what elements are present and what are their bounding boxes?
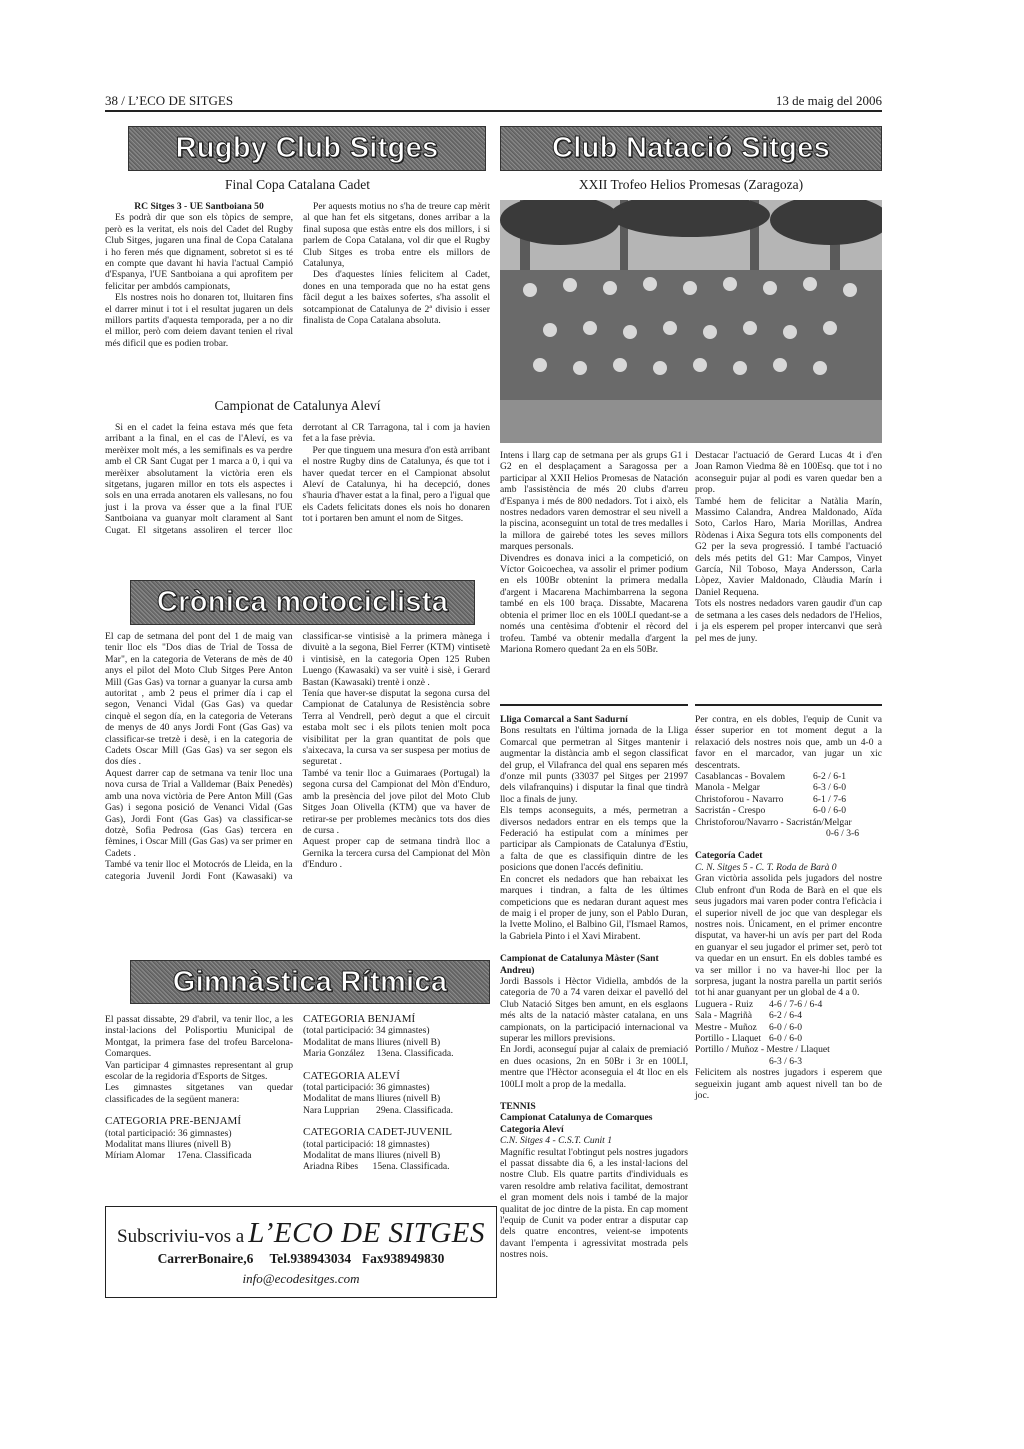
natacio-col-3: Lliga Comarcal a Sant Sadurní Bons resultats en l'última jornada de la Lliga Comarcal que permetran al Sitges mantenir i augmentar la distància amb el segon classificat del grup, el Vilafranca del qual ens separen més d'onze mil punts (33037 pel Sitges per 21997 dels vilafranquins) i disputar la final que tindrà lloc a finals de juny. Els temps aconseguits, a més, permetran a diversos nedadors entrar en els temps que la Federació ha estipulat com a mínimes per participar als Campionats de Catalunya d'Estiu, a falta de que es classifiquin dintre de les posicions que donen l'accés definitiu. En concret els nedadors que han rebaixat les marques i tindran, a falta de les últimes competicions que es nedaran durant aquest mes de maig i el proper de juny, son el Pablo Duran, la Ivette Molino, el Balbino Gil, l'Ismael Ramos, la Gabriela Pinto i el Xavi Mirabent. Campionat de Catalunya Màster (Sant Andreu) Jordi Bassols i Hèctor Vidiella, ambdós de la categoria de 70 a 74 varen deixar el pavelló del Club Natació Sitges ben amunt, en els esglaons més alts de la natació màster catalana, en uns campionats, on la participació internacional va superar les millors previsions. En Jordi, aconseguí pujar al calaix de premiació en dues ocasions, 2n en 50Br i 3r en 100LI, mentre que l'Hèctor aconseguia el 4t lloc en els 100LI molt a prop de la medalla. TENNIS Campionat Catalunya de Comarques Categoria Aleví C.N. Sitges 4 - C.S.T. Cunit 1 Magnífic resultat l'obtingut pels nostres jugadors el passat dissabte dia 6, a les instal·lacions del nostre Club. Els quatre partits d'individuals es varen resoldre amb relativa facilitat, demostrant el gran moment dels nois i també de la major qualitat de joc dintre de la pista. En cap moment l'equip de Cunit va poder entrar a disputar cap dels quatre encontres, veient-se impotents davant l'empenta i agressivitat mostrada pels nostres nois. — [500, 714, 688, 1261]
gym-col-2 — [303, 1014, 493, 1173]
moto-text: El cap de setmana del pont del 1 de maig van tenir lloc els "Dos dias de Trial de Tossa de Mar", en la categoria de Veterans de mès de 40 anys el pilot del Moto Club Sitges Pere Anton Mill (Gas Gas) va tornar a guanyar la cursa amb autoritat , amb 2 peus el primer día i cap el segon, Venanci Vidal (Gas Gas) va quedar cinquè el segon día, en la categoria de Veterans de menys de 40 anys Jordi Font (Gas Gas) va classificar-se tretzè i desè, i en la categoria de Cadets Oscar Mill (Gas Gas) va ser segon els dos díes . Aquest darrer cap de setmana va tenir lloc una nova cursa de Trial a Valldemar (Baix Penedès) amb una nova victòria de Pere Anton Mill (Gas Gas) i segona posició de Venanci Vidal (Gas Gas), Jordi Font (Gas Gas) va classificar-se dotzè, Sofia Pedrosa (Gas Gas) tercera en fèmines, i Oscar Mill (Gas Gas) va ser primer en Cadets . També va tenir lloc el Motocrós de Lleida, en la categoria Juvenil Jordi Font (Kawasaki) va classificar-se vintisisè a la primera mànega i divuitè a la segona, Biel Ferrer (KTM) vintisetè i vintisisè, en la categoria Open 125 Ruben Luengo (Kawasaki) va ser vuitè i sisè, i Gerard Bastan (Kawasaki) trentè i onzè . Tenía que haver-se disputat la segona cursa del Campionat de Catalunya de Resistència sobre Terra al Vendrell, però degut a que el circuit estaba molt sec i els pilots tenien molt poca visibilitat per la gran quantitat de pols que s'aixecava, la cursa va ser suspesa per motius de seguretat . També va tenir lloc a Guimaraes (Portugal) la segona cursa del Campionat del Mòn d'Enduro, amb la presència del jove pilot del Moto Club Sitges Joan Olivella (KTM) que va haver de retirar-se per problemes mecànics tots dos dies de cursa . Aquest proper cap de setmana tindrà lloc a Gernika la tercera cursa del Campionat del Mòn d'Enduro . — [105, 631, 490, 882]
natacio-col-4: Per contra, en els dobles, l'equip de Cunit va ésser superior en tot moment degut a la relaxació dels nostres nois que, amb un 4-0 a favor en el marcador, van jugar un xic descentrats. Casablancas - Bovalem 6-2 / 6-1 Manola - Melgar 6-3 / 6-0 Christoforou - Navarro 6-1 / 7-6 Sacristán - Crespo 6-0 / 6-0 Christoforou/Navarro - Sacristán/Melgar 0-6 / 3-6 Categoría Cadet C. N. Sitges 5 - C. T. Roda de Barà 0 Gran victòria assolida pels jugadors del nostre Club enfront d'un Roda de Barà en el que els seus jugadors mai varen poder contra l'eficàcia i el superior nivell de joc que van desplegar els nostres nois. Únicament, en el primer encontre disputat, va haver-hi un avís per part del Roda en guanyar el seu jugador el primer set, però tot va quedar en un ensurt. En els dobles també es va ser millor i no va haver-hi lloc per la sorpresa, jugant la nostra parella un partit seriós tot hi anar guanyant per un global de 4 a 0. Luguera - Ruiz 4-6 / 7-6 / 6-4 Sala - Magriñà 6-2 / 6-4 Mestre - Muñoz 6-0 / 6-0 Portillo - Llaquet 6-0 / 6-0 Portillo / Muñoz - Mestre / Llaquet 6-3 / 6-3 Felicitem als nostres jugadors i esperem que segueixin jugant amb aquest nivell tan bo de joc. — [695, 714, 882, 1101]
team-photo — [500, 200, 882, 443]
subscription-ad — [105, 1206, 497, 1298]
natacio-col-2: Destacar l'actuació de Gerard Lucas 4t i d'en Joan Ramon Viedma 8è en 100Esq. que tot i no aconseguir pujar al podi es varen quedar ben a prop. També hem de felicitar a Natàlia Marín, Massimo Calandra, Andrea Maldonado, Aïda Soto, Carlos Haro, Maria Morillas, Andrea Ròdenas i Aixa Segura tots ells components del G2 per la seva progressió. I també l'actuació dels més petits del G1: Mar Campos, Vinyet García, Nil Toboso, Maya Andersson, Carla Lòpez, Xavier Maldonado, Clàudia Marín i Daniel Requena. Tots els nostres nedadors varen gaudir d'un cap de setmana a les cases dels nedadors de l'Helios, i ja els esperem pel proper intercanvi que serà pel mes de juny. — [695, 450, 882, 644]
page-folio: 38 / L’ECO DE SITGES — [105, 93, 234, 108]
rugby-col-1: RC Sitges 3 - UE Santboiana 50 Es podrà dir que son els tòpics de sempre, però es la veritat, els nois del Cadet del Rugby Club Sitges, jugaren una final de Copa Catalana i ho feren més que dignament, sobretot si es té en compte que davant hi havia l'actual Campió d'Espanya, l'UE Santboiana a qui aprofitem per felicitar per ambdós campionats, Els nostres nois ho donaren tot, lluitaren fins el darrer minut i tot i el resultat jugaren un dels millors partits d'aquesta temporada, per a no dir el millor, però com deiem davant tenien el rival més dificil que es podien trobar. — [105, 201, 293, 349]
divider — [500, 704, 688, 706]
gym-category: CATEGORIA CADET-JUVENIL (total participació: 18 gimnastes) Modalitat de mans lliures (nivell B) Ariadna Ribes 15ena. Classificada. — [303, 1126, 453, 1173]
natacio-banner: Club Natació Sitges — [500, 126, 882, 171]
results-table-alevi: Casablancas - Bovalem 6-2 / 6-1 Manola - Melgar 6-3 / 6-0 Christoforou - Navarro 6-1 / 7-6 Sacristán - Crespo 6-0 / 6-0 Christoforou/Navarro - Sacristán/Melgar 0-6 / 3-6 — [695, 771, 860, 840]
fax: Fax938949830 — [361, 1251, 445, 1266]
rugby-banner: Rugby Club Sitges — [128, 126, 486, 171]
gym-category: CATEGORIA BENJAMÍ (total participació: 34 gimnastes) Modalitat de mans lliures (nivell B) Maria González 13ena. Classificada. — [303, 1013, 454, 1060]
rugby-col-2: Per aquests motius no s'ha de treure cap mèrit al que han fet els sitgetans, dones arribar a la final suposa que estàs entre els dos millors, i si parlem de Copa Catalana, vol dir que el Rugby Club Sitges es troba entre els millors de Catalunya, Des d'aquestes línies felicitem al Cadet, dones en una temporada que no ha estat gens fàcil degut a les baixes sofertes, s'ha assolit el sotcampionat de Catalunya de 2ª divisio i esser finalista de Copa Catalana absoluta. — [303, 201, 490, 327]
address: CarrerBonaire,6 — [157, 1251, 254, 1266]
issue-date: 13 de maig del 2006 — [775, 93, 882, 108]
rugby-alevi-text: Si en el cadet la feina estava més que feta arribant a la final, en el cas de l'Aleví, es va merèixer molt més, a les semifinals es va perdre amb el CR Sant Cugat per 1 marca a 0, i qui va merèixer absolutament la victòria eren els sitgetans, jugaren millor en tots els aspectes i sols en una errada anotaren els vallesans, no fou just i la prova va ésser que a la final l'UE Santboiana va guanyar molt clarament al Sant Cugat. El sitgetans assoliren el tercer lloc derrotant al CR Tarragona, tal i com ja havien fet a la fase prèvia. Per que tinguem una mesura d'on està arribant el nostre Rugby dins de Catalunya, és que tot i haver quedat tercer en el Campionat absolut Aleví de Catalunya, hi ha decepció, dones s'hauria d'haver estat a la final, pero a l'igual que els Cadets felicitats dones els nois ho donaren tot i portaren ben amunt el nom de Sitges. — [105, 422, 490, 536]
gym-col-1: El passat dissabte, 29 d'abril, va tenir lloc, a les instal·lacions del Polisportiu Municipal de Montgat, la primera fase del trofeu Barcelona- Comarques. Van participar 4 gimnastes representant al grup escolar de la regidoria d'Esports de Sitges. Les gimnastes sitgetanes van quedar classificades de la següent manera: CATEGORIA PRE-BENJAMÍ (total participació: 36 gimnastes) Modalitat mans lliures (nivell B) Míriam Alomar 17ena. Classificada — [105, 1014, 293, 1162]
gym-banner: Gimnàstica Rítmica — [130, 960, 490, 1004]
divider — [695, 704, 882, 706]
subscribe-lead: Subscriviu-vos a — [117, 1226, 245, 1247]
gym-category: CATEGORIA ALEVÍ (total participació: 36 gimnastes) Modalitat de mans lliures (nivell B) Nara Lupprian 29ena. Classificada. — [303, 1069, 454, 1116]
brand-logo: L’ECO DE SITGES — [248, 1217, 485, 1249]
natacio-subtitle: XXII Trofeo Helios Promesas (Zaragoza) — [578, 177, 804, 192]
gym-category: CATEGORIA PRE-BENJAMÍ (total participació: 36 gimnastes) Modalitat mans lliures (nivell B) Míriam Alomar 17ena. Classificada — [105, 1115, 252, 1162]
rugby-subtitle: Final Copa Catalana Cadet — [224, 177, 371, 192]
phone: Tel.938943034 — [269, 1251, 352, 1266]
header-rule — [105, 110, 882, 112]
natacio-col-1: Intens i llarg cap de setmana per als grups G1 i G2 en el desplaçament a Saragossa per a participar al XXII Helios Promesas de Natación amb l'assistència de més 20 clubs d'arreu d'Espanya i més de 800 nedadors. Tot i això, els nostres nedadors varen demostrar el seu nivell a la piscina, aconseguint un total de tres medalles i la millora de gairebé totes les seves millors marques personals. Divendres es donava inici a la competició, on Víctor Goicoechea, va assolir el primer podium en els 100Br obtenint la primera medalla d'argent i Macarena Machimbarrena la segona també en els 100 braça. Dissabte, Macarena obtenia el primer lloc en els 100LI quedant-se a només una centèsima d'obtenir el rècord del trofeu. També va obtenir medalla d'argent la Mariona Romero quedant 2a en els 50Br. — [500, 450, 688, 655]
results-table-cadet: Luguera - Ruiz 4-6 / 7-6 / 6-4 Sala - Magriñà 6-2 / 6-4 Mestre - Muñoz 6-0 / 6-0 Portillo - Llaquet 6-0 / 6-0 Portillo / Muñoz - Mestre / Llaquet 6-3 / 6-3 — [695, 998, 830, 1067]
rugby-subtitle-2: Campionat de Catalunya Aleví — [214, 398, 381, 413]
moto-banner: Crònica motociclista — [130, 580, 475, 625]
email-link[interactable]: info@ecodesitges.com — [242, 1271, 360, 1286]
